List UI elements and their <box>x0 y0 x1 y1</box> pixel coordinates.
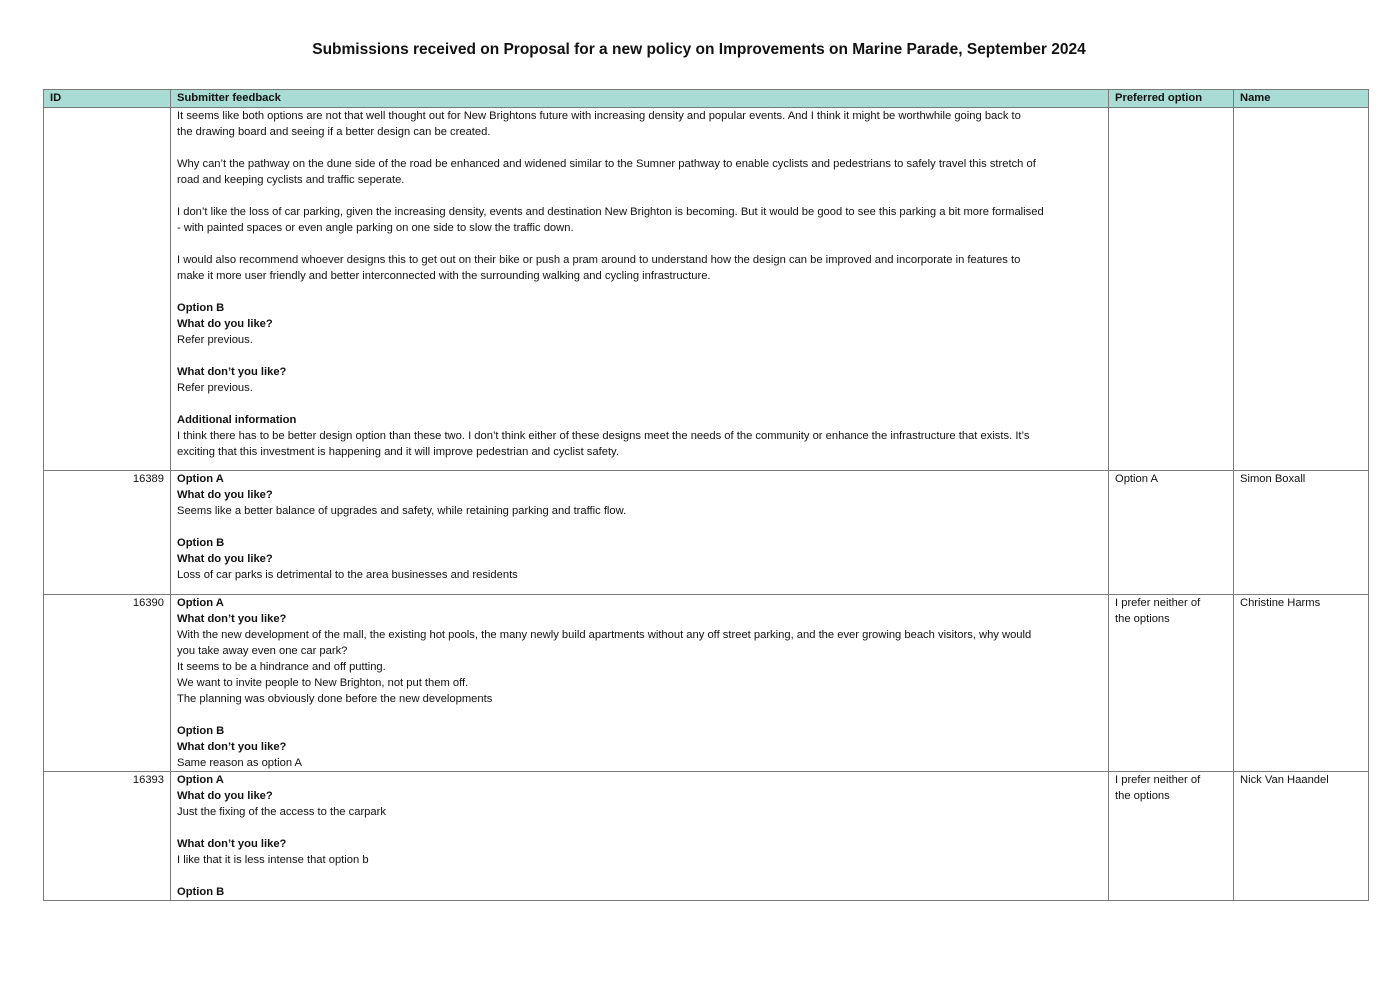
feedback-text: With the new development of the mall, the existing hot pools, the many newly build apartments without any off street parking, and the ever growing beach visitors, why would <box>177 629 1032 641</box>
feedback-text: Loss of car parks is detrimental to the area businesses and residents <box>177 569 518 581</box>
table-row <box>44 108 1369 471</box>
feedback-text: road and keeping cyclists and traffic seperate. <box>177 174 405 186</box>
preferred-option-text: I prefer neither of <box>1115 774 1201 786</box>
preferred-option-cell <box>1109 772 1234 901</box>
column-header-id: ID <box>44 90 171 108</box>
submissions-table <box>43 89 1369 901</box>
question-heading: What don’t you like? <box>177 838 287 850</box>
feedback-text: you take away even one car park? <box>177 645 348 657</box>
feedback-text: Same reason as option A <box>177 757 303 769</box>
submission-id-cell: 16390 <box>44 595 171 772</box>
feedback-text: I don’t like the loss of car parking, given the increasing density, events and destination New Brighton is becoming. But it would be good to see this parking a bit more formalised <box>177 206 1044 218</box>
submitter-name-cell <box>1234 108 1369 471</box>
submitter-feedback-cell <box>171 108 1109 471</box>
submitter-feedback-cell <box>171 471 1109 595</box>
feedback-text: It seems to be a hindrance and off putting. <box>177 661 386 673</box>
feedback-text: We want to invite people to New Brighton, not put them off. <box>177 677 469 689</box>
feedback-text: Just the fixing of the access to the carpark <box>177 806 386 818</box>
submitter-name-cell: Simon Boxall <box>1234 471 1369 595</box>
question-heading: Additional information <box>177 414 297 426</box>
submitter-name-cell: Nick Van Haandel <box>1234 772 1369 901</box>
document-title: Submissions received on Proposal for a new policy on Improvements on Marine Parade, September 2024 <box>312 41 1086 58</box>
submitter-name-cell: Christine Harms <box>1234 595 1369 772</box>
submission-id-cell <box>44 108 171 471</box>
feedback-text: Refer previous. <box>177 334 253 346</box>
feedback-text: the drawing board and seeing if a better design can be created. <box>177 126 491 138</box>
option-heading: Option B <box>177 886 225 898</box>
table-row <box>44 772 1369 901</box>
feedback-text: I like that it is less intense that option b <box>177 854 369 866</box>
submitter-feedback-cell <box>171 772 1109 901</box>
feedback-text: exciting that this investment is happening and it will improve pedestrian and cyclist safety. <box>177 446 619 458</box>
question-heading: What do you like? <box>177 553 273 565</box>
feedback-text: I think there has to be better design option than these two. I don’t think either of these designs meet the needs of the community or enhance the infrastructure that exists. It’s <box>177 430 1030 442</box>
question-heading: What don’t you like? <box>177 613 287 625</box>
table-row <box>44 471 1369 595</box>
submission-id-cell: 16393 <box>44 772 171 901</box>
question-heading: What do you like? <box>177 318 273 330</box>
preferred-option-text: I prefer neither of <box>1115 597 1201 609</box>
feedback-text: make it more user friendly and better interconnected with the surrounding walking and cycling infrastructure. <box>177 270 711 282</box>
option-heading: Option B <box>177 537 225 549</box>
feedback-text: - with painted spaces or even angle parking on one side to slow the traffic down. <box>177 222 574 234</box>
feedback-text: Seems like a better balance of upgrades and safety, while retaining parking and traffic flow. <box>177 505 627 517</box>
preferred-option-text: the options <box>1115 790 1170 802</box>
column-header-preferred-option: Preferred option <box>1109 90 1234 108</box>
question-heading: What do you like? <box>177 790 273 802</box>
preferred-option-cell: Option A <box>1109 471 1234 595</box>
question-heading: What do you like? <box>177 489 273 501</box>
feedback-text: Why can’t the pathway on the dune side of the road be enhanced and widened similar to the Sumner pathway to enable cyclists and pedestrians to safely travel this stretch of <box>177 158 1036 170</box>
feedback-text: Refer previous. <box>177 382 253 394</box>
question-heading: What don’t you like? <box>177 366 287 378</box>
column-header-feedback: Submitter feedback <box>171 90 1109 108</box>
option-heading: Option A <box>177 473 224 485</box>
table-header-row <box>44 90 1369 108</box>
question-heading: What don’t you like? <box>177 741 287 753</box>
preferred-option-cell <box>1109 595 1234 772</box>
preferred-option-text: the options <box>1115 613 1170 625</box>
feedback-text: The planning was obviously done before the new developments <box>177 693 493 705</box>
submitter-feedback-cell <box>171 595 1109 772</box>
table-row <box>44 595 1369 772</box>
column-header-name: Name <box>1234 90 1369 108</box>
preferred-option-cell <box>1109 108 1234 471</box>
option-heading: Option A <box>177 774 224 786</box>
feedback-text: I would also recommend whoever designs this to get out on their bike or push a pram around to understand how the design can be improved and incorporate in features to <box>177 254 1021 266</box>
option-heading: Option B <box>177 725 225 737</box>
feedback-text: It seems like both options are not that well thought out for New Brightons future with increasing density and popular events. And I think it might be worthwhile going back to <box>177 110 1021 122</box>
submission-id-cell: 16389 <box>44 471 171 595</box>
option-heading: Option B <box>177 302 225 314</box>
option-heading: Option A <box>177 597 224 609</box>
